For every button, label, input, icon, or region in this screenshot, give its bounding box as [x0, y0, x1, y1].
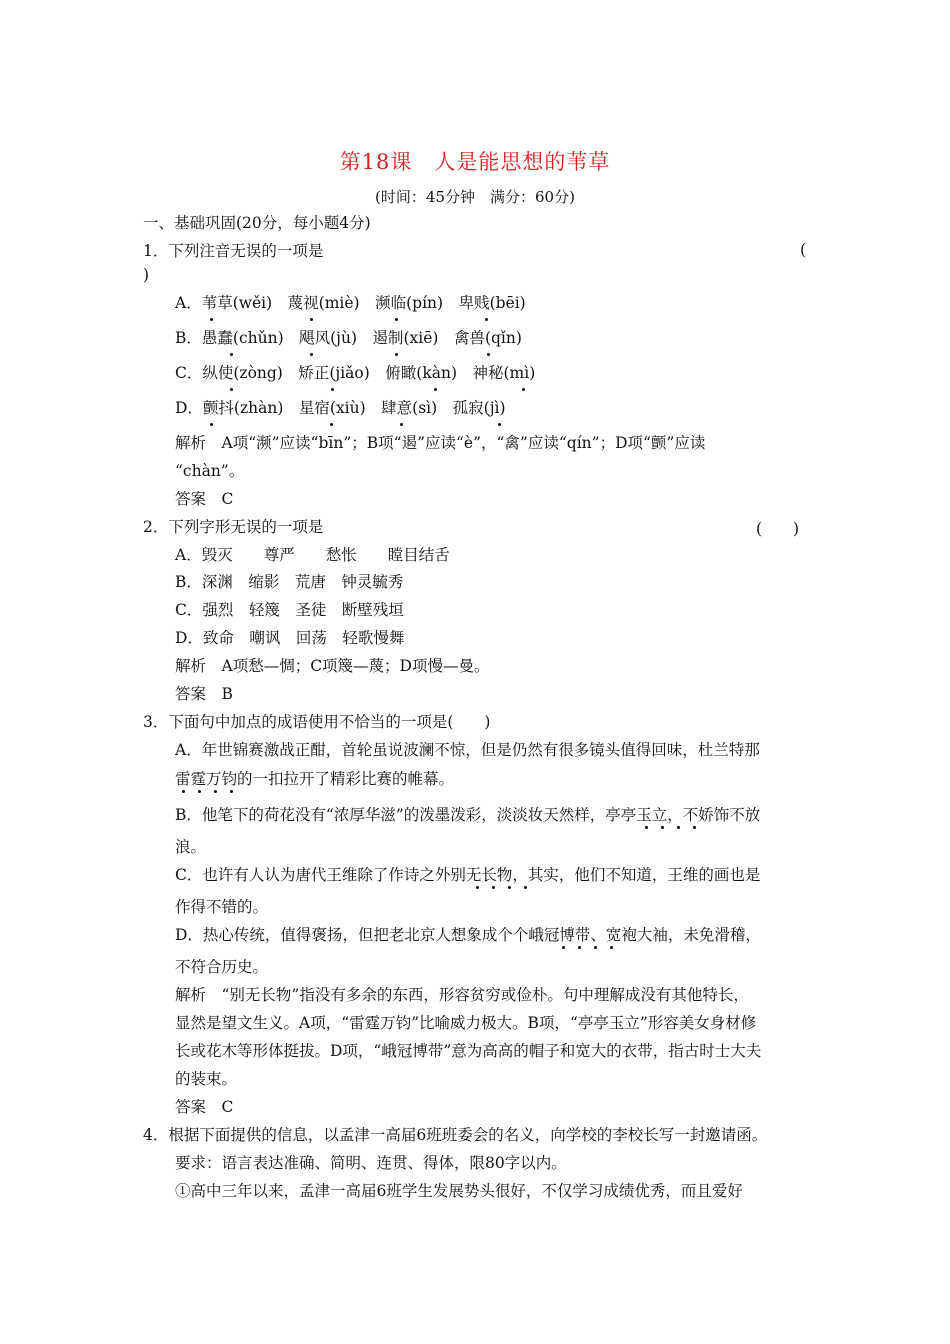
emphasis-dot: [498, 423, 501, 426]
emphasis-dot: [594, 946, 597, 949]
emphasis-dot: [310, 353, 313, 356]
q3-option-a-line2: 雷霆万钧的一扣拉开了精彩比赛的帷幕。: [175, 770, 455, 788]
q3-option-d-line1: D．热心传统，值得褒扬，但把老北京人想象成个个峨冠博带、宽袍大袖，未免滑稽，: [175, 926, 761, 944]
emphasis-dot: [210, 423, 213, 426]
q1-option-c: C．纵使(zòng) 矫正(jiǎo) 俯瞰(kàn) 神秘(mì): [175, 364, 536, 382]
q3-option-c-line1: C．也许有人认为唐代王维除了作诗之外别无长物，其实，他们不知道，王维的画也是: [175, 866, 761, 884]
emphasis-dot: [230, 353, 233, 356]
q3-option-b-line1: B．他笔下的荷花没有“浓厚华滋”的泼墨泼彩，淡淡妆天然样，亭亭玉立，不娇饰不放: [175, 806, 761, 824]
emphasis-dot: [310, 318, 313, 321]
emphasis-dot: [198, 790, 201, 793]
q1-option-b: B．愚蠢(chǔn) 飓风(jù) 遏制(xiē) 禽兽(qǐn): [175, 329, 522, 347]
q1-answer-paren-open: (: [800, 241, 807, 259]
emphasis-dot: [677, 826, 680, 829]
emphasis-dot: [434, 388, 437, 391]
lesson-title: 第18课 人是能思想的苇草: [339, 150, 611, 174]
q2-answer-paren: ( ): [756, 520, 800, 538]
emphasis-dot: [330, 423, 333, 426]
q3-option-d-line2: 不符合历史。: [175, 958, 269, 976]
emphasis-dot: [395, 353, 398, 356]
q3-analysis-line1: 解析 “别无长物”指没有多余的东西，形容贫穷或俭朴。句中理解成没有其他特长，: [175, 986, 749, 1004]
q4-info-item-1: ①高中三年以来，孟津一高届6班学生发展势头很好，不仅学习成绩优秀，而且爱好: [175, 1182, 743, 1200]
emphasis-dot: [562, 946, 565, 949]
emphasis-dot: [610, 946, 613, 949]
emphasis-dot: [485, 318, 488, 321]
q2-option-b: B．深渊 缩影 荒唐 钟灵毓秀: [175, 573, 404, 591]
q2-answer: 答案 B: [175, 685, 233, 703]
emphasis-dot: [230, 388, 233, 391]
q1-answer-paren-close: ): [143, 266, 150, 284]
q2-option-d: D．致命 嘲讽 回荡 轻歌慢舞: [175, 629, 405, 647]
q1-analysis-line2: “chàn”。: [175, 462, 245, 480]
emphasis-dot: [230, 790, 233, 793]
q2-option-a: A．毁灭 尊严 愁怅 瞠目结舌: [175, 546, 450, 564]
emphasis-dot: [400, 423, 403, 426]
emphasis-dot: [487, 353, 490, 356]
emphasis-dot: [395, 318, 398, 321]
q3-option-c-line2: 作得不错的。: [175, 898, 269, 916]
emphasis-dot: [492, 886, 495, 889]
q3-analysis-line3: 长或花木等形体挺拔。D项，“峨冠博带”意为高高的帽子和宽大的衣带，指古时士大夫: [175, 1042, 762, 1060]
q3-option-a-line1: A．年世锦赛激战正酣，首轮虽说波澜不惊，但是仍然有很多镜头值得回味，杜兰特那: [175, 741, 760, 759]
emphasis-dot: [522, 388, 525, 391]
emphasis-dot: [645, 826, 648, 829]
q2-analysis: 解析 A项愁—惆；C项篾—蔑；D项慢—曼。: [175, 657, 490, 675]
q3-analysis-line4: 的装束。: [175, 1070, 238, 1088]
q1-answer: 答案 C: [175, 490, 234, 508]
emphasis-dot: [578, 946, 581, 949]
q1-analysis-line1: 解析 A项“濒”应读“bīn”；B项“遏”应读“è”，“禽”应读“qín”；D项“颤”应读: [175, 434, 706, 452]
section-heading: 一、基础巩固(20分，每小题4分): [143, 214, 371, 232]
exam-time-info: (时间：45分钟 满分：60分): [375, 188, 575, 206]
q3-option-b-line2: 浪。: [175, 838, 207, 856]
emphasis-dot: [508, 886, 511, 889]
emphasis-dot: [693, 826, 696, 829]
q3-answer: 答案 C: [175, 1098, 234, 1116]
emphasis-dot: [214, 790, 217, 793]
q2-option-c: C．强烈 轻篾 圣徒 断壁残垣: [175, 601, 404, 619]
q4-requirement: 要求：语言表达准确、简明、连贯、得体，限80字以内。: [175, 1154, 567, 1172]
emphasis-dot: [661, 826, 664, 829]
q1-option-a: A．苇草(wěi) 蔑视(miè) 濒临(pín) 卑贱(bēi): [175, 294, 526, 312]
q4-stem: 4．根据下面提供的信息，以孟津一高届6班班委会的名义，向学校的李校长写一封邀请函。: [143, 1126, 768, 1144]
emphasis-dot: [331, 388, 334, 391]
q1-stem: 1．下列注音无误的一项是: [143, 242, 324, 260]
q3-stem: 3．下面句中加点的成语使用不恰当的一项是( ): [143, 713, 491, 731]
q2-stem: 2．下列字形无误的一项是: [143, 518, 324, 536]
emphasis-dot: [476, 886, 479, 889]
q1-option-d: D．颤抖(zhàn) 星宿(xiù) 肆意(sì) 孤寂(jì): [175, 399, 506, 417]
emphasis-dot: [182, 790, 185, 793]
emphasis-dot: [524, 886, 527, 889]
q3-analysis-line2: 显然是望文生义。A项，“雷霆万钧”比喻威力极大。B项，“亭亭玉立”形容美女身材修: [175, 1014, 757, 1032]
emphasis-dot: [210, 318, 213, 321]
